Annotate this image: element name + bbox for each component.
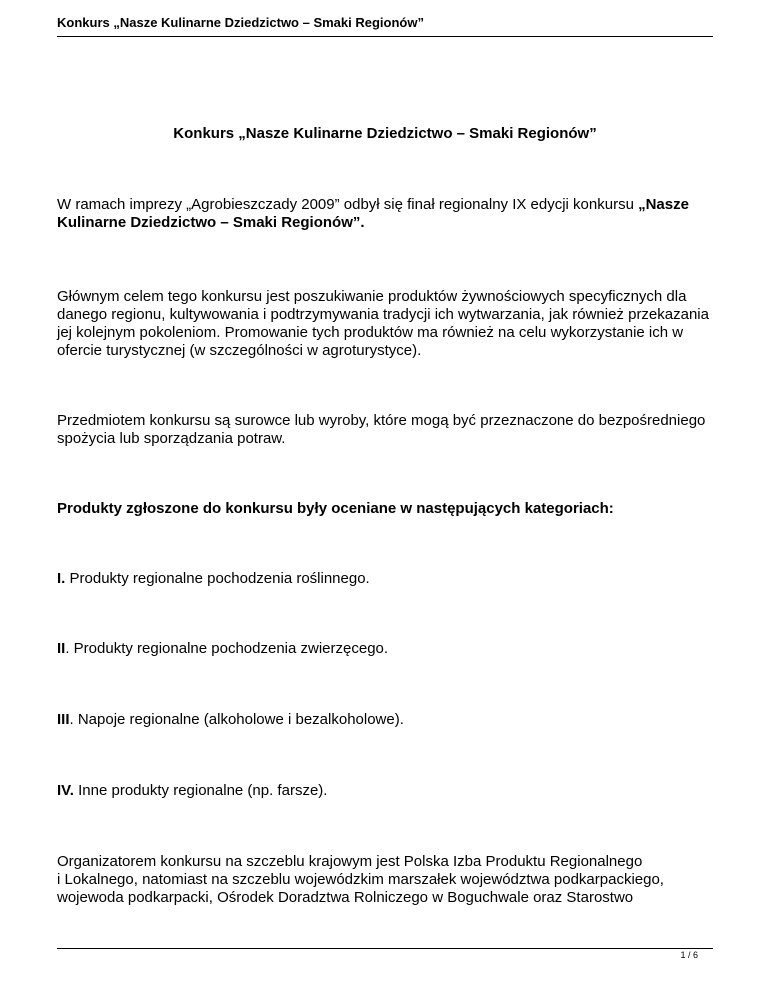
- category-numeral: III: [57, 711, 70, 728]
- organizer-line: wojewoda podkarpacki, Ośrodek Doradztwa Rolniczego w Boguchwale oraz Starostwo: [57, 889, 634, 906]
- category-item: [57, 570, 717, 588]
- category-text: Inne produkty regionalne (np. farsze).: [73, 782, 328, 799]
- category-numeral: IV.: [57, 782, 74, 799]
- document-title: Konkurs „Nasze Kulinarne Dziedzictwo – Smaki Regionów”: [173, 125, 597, 142]
- category-item: [57, 640, 717, 658]
- intro-text: W ramach imprezy „Agrobieszczady 2009” odbył się finał regionalny IX edycji konkursu: [57, 196, 639, 213]
- category-numeral: I.: [57, 570, 66, 587]
- subject-paragraph: Przedmiotem konkursu są surowce lub wyroby, które mogą być przeznaczone do bezpośredniego spożycia lub sporządzania potraw.: [57, 412, 706, 447]
- category-text: Produkty regionalne pochodzenia roślinnego.: [65, 570, 370, 587]
- contest-name-bold: „Nasze Kulinarne Dziedzictwo – Smaki Regionów”.: [57, 196, 689, 231]
- organizer-line: i Lokalnego, natomiast na szczeblu wojewódzkim marszałek województwa podkarpackiego,: [57, 871, 664, 888]
- category-text: . Napoje regionalne (alkoholowe i bezalkoholowe).: [69, 711, 404, 728]
- running-header-title: Konkurs „Nasze Kulinarne Dziedzictwo – Smaki Regionów”: [57, 15, 424, 30]
- category-numeral: II: [57, 640, 66, 657]
- category-item: [57, 711, 717, 729]
- category-item: [57, 782, 717, 800]
- page-number: 1 / 6: [680, 950, 698, 960]
- goal-paragraph: Głównym celem tego konkursu jest poszukiwanie produktów żywnościowych specyficznych dla danego regionu, kultywowania i podtrzymywania tradycji ich wytwarzania, jak również przekazania jej kolejnym pokoleniom. Promowanie tych produktów ma również na celu wykorzystanie ich w ofercie turystycznej (w szczególności w agroturystyce).: [57, 288, 709, 359]
- categories-heading: Produkty zgłoszone do konkursu były oceniane w następujących kategoriach:: [57, 500, 614, 517]
- header-divider: [57, 36, 713, 37]
- organizer-paragraph: [57, 853, 717, 907]
- organizer-line: Organizatorem konkursu na szczeblu krajowym jest Polska Izba Produktu Regionalnego: [57, 853, 643, 870]
- footer-divider: [57, 948, 713, 949]
- category-text: . Produkty regionalne pochodzenia zwierzęcego.: [65, 640, 389, 657]
- intro-paragraph: [57, 196, 717, 232]
